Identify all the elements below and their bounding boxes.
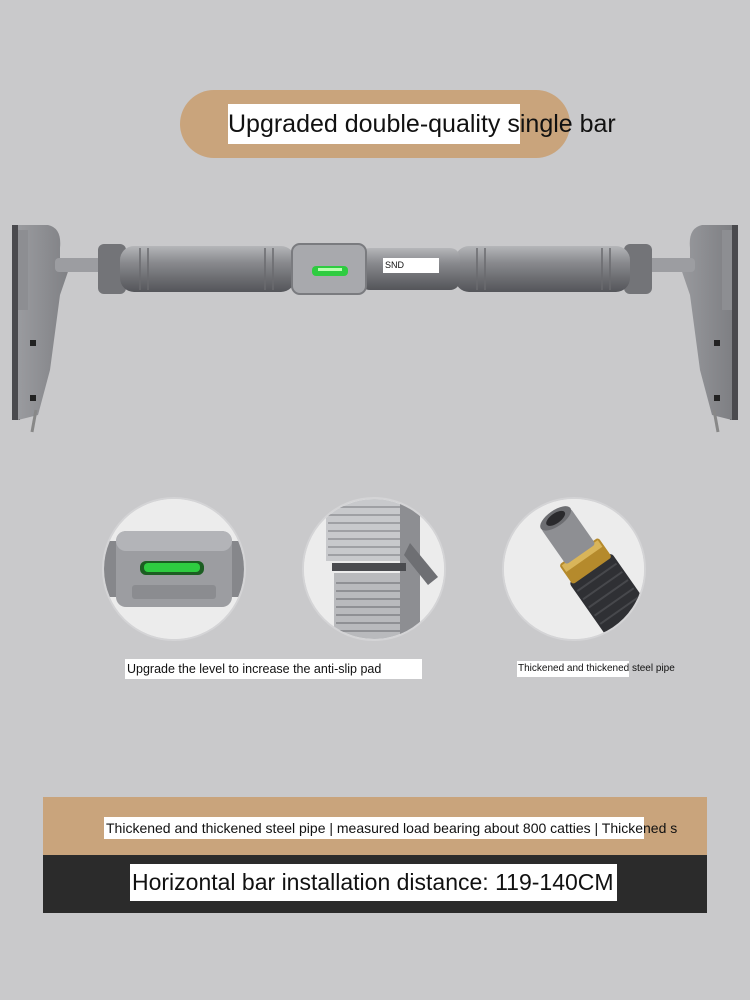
caption-steel-pipe: Thickened and thickened steel pipe	[518, 663, 675, 674]
level-label: SND	[385, 260, 405, 270]
steel-pipe-closeup-image	[502, 497, 646, 641]
installation-distance-text: Horizontal bar installation distance: 119-140CM	[132, 869, 614, 895]
pull-up-bar-image	[0, 200, 750, 450]
caption-level: Upgrade the level to increase the anti-slip pad	[127, 662, 382, 676]
anti-slip-pad-closeup-image	[302, 497, 446, 641]
left-wall-bracket	[12, 225, 105, 432]
feature-scroll-text: Thickened and thickened steel pipe | measured load bearing about 800 catties | Thickened s	[106, 820, 678, 836]
level-closeup-image	[102, 497, 246, 641]
page-title: Upgraded double-quality single bar	[228, 110, 616, 138]
right-wall-bracket	[645, 225, 738, 432]
